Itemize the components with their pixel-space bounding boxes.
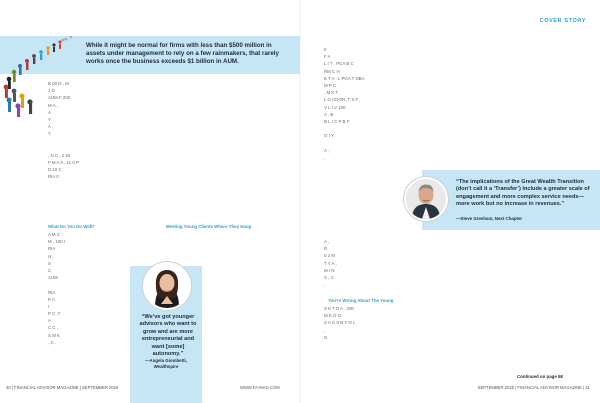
text-line: C [48, 267, 52, 273]
footer-right-folio: SEPTEMBER 2025 | FINANCIAL ADVISOR MAGAZINE | 41 [477, 385, 590, 390]
body-text-right-top [324, 46, 594, 161]
text-line: RIA [48, 246, 56, 252]
text-line: F M A 0 , 11 0 P [48, 160, 79, 166]
text-line [324, 139, 594, 146]
headshot-angela-giombetti [143, 262, 191, 310]
text-line [48, 138, 296, 145]
text-line: M P C . [324, 82, 339, 88]
text-line: L O CDON ,T S F . [324, 97, 361, 103]
text-line: AUM F 202 [48, 95, 71, 101]
text-line: M A , [48, 102, 58, 108]
text-line: , C . [48, 339, 57, 345]
text-line: T Y A , [324, 260, 337, 266]
text-line: S A G 0 N Y O L [324, 320, 356, 326]
pull-quote-banner-text: While it might be normal for firms with less than $500 million in assets under management to rely on a few rainmakers, that rarely works once the business exceeds $1 billion in AUM. [86, 42, 279, 66]
text-line: S K T D A . 200 [324, 306, 354, 311]
quote-right-text: “The implications of the Great Wealth Transition (don’t call it a ‘Transfer’) include a greater scale of engagement and more complex service needs—more work but no increase in revenues.” [456, 179, 590, 208]
text-line: A [48, 109, 51, 115]
section-label: COVER STORY [539, 18, 586, 24]
text-line: , N C , 2 20 [48, 152, 71, 158]
text-line: B L I C P B F [324, 118, 350, 124]
text-line: S M K [48, 332, 60, 338]
text-line: A M 1' [48, 232, 61, 237]
text-line: AUM [48, 275, 58, 281]
text-line: 0 2 M [324, 253, 335, 259]
text-line: M K O O [324, 313, 342, 319]
text-line: E T A . L PGA T NBA [324, 75, 365, 81]
headshot-steve-gresham [404, 177, 448, 221]
text-line: R [324, 246, 328, 252]
text-line: P C ,T [48, 311, 61, 317]
text-line: A , B [324, 111, 334, 117]
text-line: S [48, 260, 51, 266]
text-line: I [48, 303, 50, 309]
body-text-right-bottom [324, 305, 594, 341]
text-line: , [324, 327, 326, 333]
footer-left-folio: 40 | FINANCIAL ADVISOR MAGAZINE | SEPTEMBER 2025 [6, 385, 119, 390]
text-line: A , [324, 147, 330, 153]
text-line: F A [324, 54, 331, 60]
text-line: D 10 C [48, 167, 62, 173]
text-line: B 00 D , M [48, 81, 69, 86]
text-line: 1 D [48, 88, 55, 94]
text-line: M I N [324, 267, 335, 273]
text-line: C C , [48, 325, 59, 331]
text-line: Y [48, 116, 51, 122]
quote-left-attribution: —Angela Giombetti, Wealthspire [145, 358, 187, 369]
text-line: Y [48, 131, 51, 137]
subhead-youre-wrong: You're Wrong About The Young [328, 298, 394, 303]
body-text-right-middle [324, 238, 594, 288]
subhead-meeting-young-clients: Meeting Young Clients Where They Hang [166, 224, 252, 229]
text-line: A [48, 318, 51, 324]
text-line: G [324, 334, 328, 340]
text-line: V L I V 100 [324, 104, 346, 110]
quote-left-text: “We’ve got younger advisors who want to grow and are more entrepreneurial and want [some] autonomy.” [139, 314, 197, 358]
text-line: A , [324, 239, 330, 244]
text-line: M , 100 I [48, 239, 66, 245]
text-line [48, 145, 296, 152]
body-text-left-top [48, 80, 296, 181]
text-line: P A [48, 296, 55, 302]
text-line: A , [48, 124, 54, 130]
text-line: , [324, 154, 326, 160]
text-line [324, 125, 594, 132]
text-line: , [324, 282, 326, 288]
text-line: RIA 0 [48, 174, 59, 180]
subhead-what-do-you-do-well: What Do You Do Well? [48, 224, 95, 229]
text-line: S , C [324, 274, 334, 280]
text-line: RM C H [324, 68, 340, 74]
text-line: 0 [324, 47, 327, 52]
text-line: O I Y [324, 133, 334, 139]
continued-on-page: Continued on page 58 [517, 374, 563, 379]
text-line: , M K T [324, 90, 339, 96]
text-line: L I T . PGA B C [324, 61, 354, 67]
quote-right-attribution: —Steve Gresham, Next Chapter [456, 216, 523, 221]
text-line: H , [48, 253, 54, 259]
text-line: RIA [48, 289, 56, 295]
footer-website: WWW.FA-MAG.COM [240, 385, 280, 390]
